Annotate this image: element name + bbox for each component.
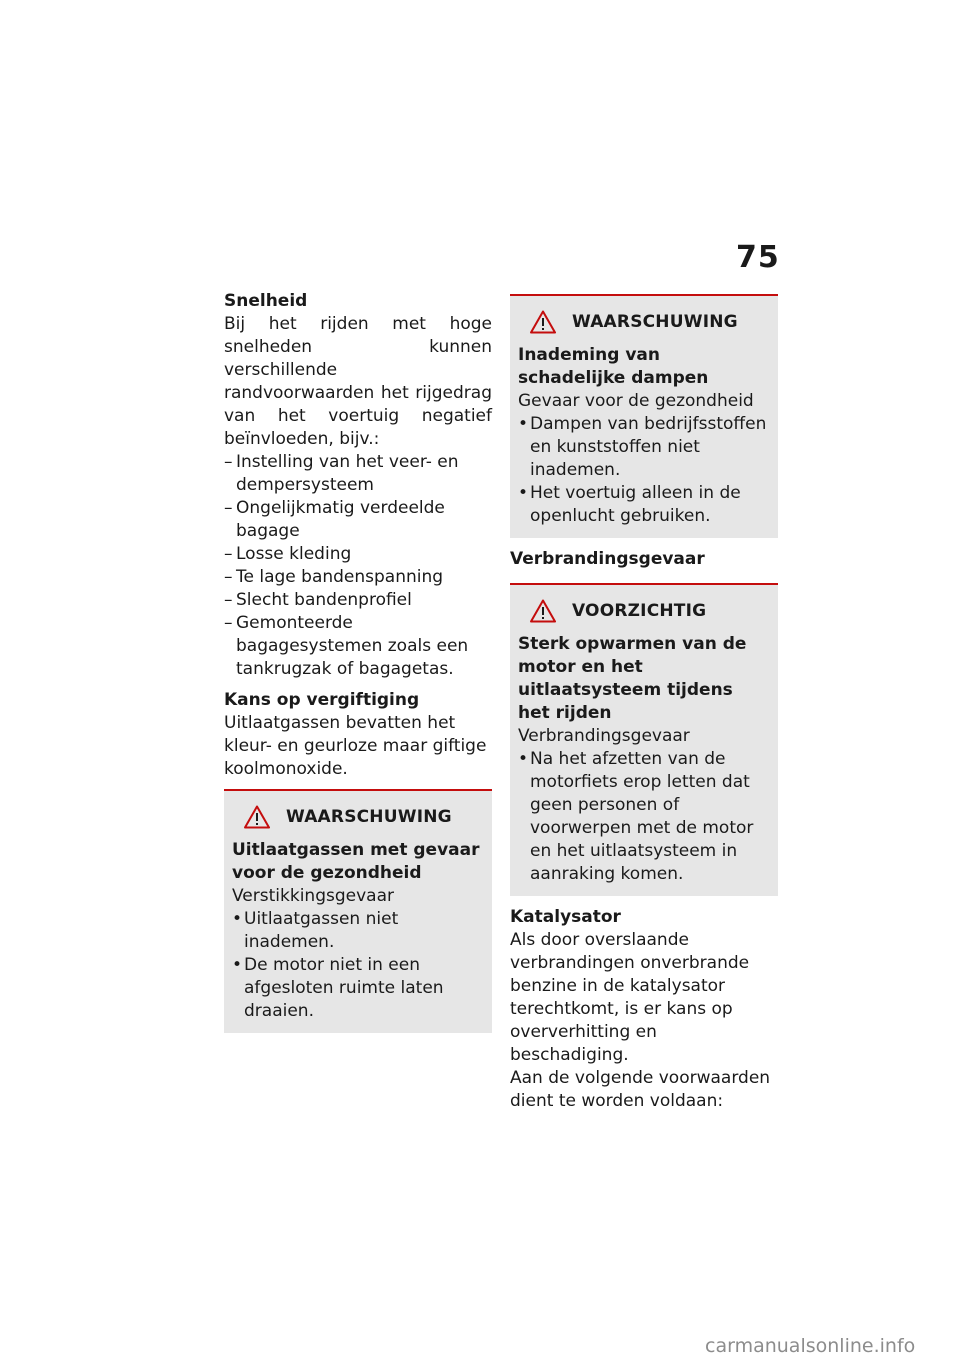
- caution-box-list: [518, 748, 770, 886]
- list-item: • Na het afzetten van de motorfiets erop letten dat geen personen of voorwerpen met de motor en het uitlaatsysteem in aanraking komen.: [518, 748, 770, 886]
- list-item: • Uitlaatgassen niet inademen.: [232, 908, 484, 954]
- caution-box-header: [518, 599, 770, 623]
- list-item: – Gemonteerde bagagesystemen zoals een tankrugzak of bagagetas.: [224, 612, 492, 681]
- caution-box-heading: Sterk opwarmen van de motor en het uitlaatsysteem tijdens het rijden: [518, 634, 747, 723]
- warning-box-header: [232, 805, 484, 829]
- poison-heading: Kans op vergiftiging: [224, 690, 420, 710]
- catalyst-heading: Katalysator: [510, 907, 621, 927]
- warning-box-list: [518, 413, 770, 528]
- list-item: – Slecht bandenprofiel: [224, 589, 492, 612]
- warning-box-subtitle: Gevaar voor de gezondheid: [518, 391, 754, 411]
- poison-text: Uitlaatgassen bevatten het kleur- en geurloze maar giftige koolmonoxide.: [224, 713, 487, 779]
- list-item: – Ongelijkmatig verdeelde bagage: [224, 497, 492, 543]
- right-column: [510, 294, 778, 1113]
- warning-box: [510, 294, 778, 538]
- warning-triangle-icon: [530, 310, 556, 334]
- warning-box-heading: Uitlaatgassen met gevaar voor de gezondheid: [232, 840, 480, 883]
- warning-box-heading: Inademing van schadelijke dampen: [518, 345, 709, 388]
- speed-heading: Snelheid: [224, 291, 308, 311]
- caution-box: [510, 583, 778, 896]
- catalyst-conditions: Aan de volgende voorwaarden dient te worden voldaan:: [510, 1068, 771, 1111]
- warning-box-header: [518, 310, 770, 334]
- page-number: 75: [736, 240, 780, 275]
- list-item: • Het voertuig alleen in de openlucht gebruiken.: [518, 482, 770, 528]
- warning-box-title: WAARSCHUWING: [572, 312, 738, 332]
- warning-box-subtitle: Verstikkingsgevaar: [232, 886, 394, 906]
- left-column: [224, 290, 492, 1033]
- list-item: • Dampen van bedrijfsstoffen en kunststoffen niet inademen.: [518, 413, 770, 482]
- list-item: • De motor niet in een afgesloten ruimte laten draaien.: [232, 954, 484, 1023]
- speed-list: [224, 451, 492, 681]
- warning-box: [224, 789, 492, 1033]
- list-item: – Instelling van het veer- en dempersysteem: [224, 451, 492, 497]
- caution-box-subtitle: Verbrandingsgevaar: [518, 726, 690, 746]
- watermark-footer: carmanualsonline.info: [705, 1335, 916, 1357]
- burn-heading: Verbrandingsgevaar: [510, 549, 705, 569]
- speed-text: Bij het rijden met hoge snelheden kunnen verschillende randvoorwaarden het rijgedrag van het voertuig negatief beïnvloeden, bijv.:: [224, 314, 492, 449]
- catalyst-text: Als door overslaande verbrandingen onverbrande benzine in de katalysator terechtkomt, is er kans op oververhitting en beschadiging.: [510, 930, 750, 1065]
- caution-box-title: VOORZICHTIG: [572, 601, 707, 621]
- list-item: – Losse kleding: [224, 543, 492, 566]
- warning-triangle-icon: [244, 805, 270, 829]
- warning-box-title: WAARSCHUWING: [286, 807, 452, 827]
- list-item: – Te lage bandenspanning: [224, 566, 492, 589]
- warning-triangle-icon: [530, 599, 556, 623]
- warning-box-list: [232, 908, 484, 1023]
